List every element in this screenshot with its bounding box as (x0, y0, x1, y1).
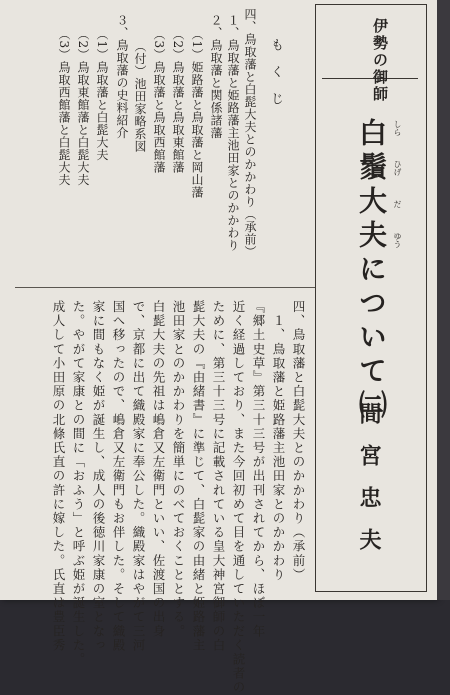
body-line: ために、第三十三号に記載されている皇大神宮御師の白 (211, 300, 226, 653)
body-line: 家に間もなく姫が誕生し、成人の後徳川家康の室となっ (91, 300, 106, 653)
toc-line: （3）鳥取西館藩と白髭大夫 (57, 28, 71, 187)
body-line: 髭大夫の『由緒書』に準じて、白髭家の由緒と姫路藩主 (191, 300, 206, 653)
body-line: 国へ移ったので、嶋倉又左衛門もお伴した。そして織殿 (111, 300, 126, 653)
toc-line: （1）姫路藩と鳥取藩と岡山藩 (190, 28, 204, 199)
title-ruby: しら (393, 120, 402, 136)
toc-line: 四、鳥取藩と白髭大夫とのかかわり（承前） (243, 8, 257, 258)
title-ruby: ひげ (393, 160, 402, 176)
toc-line: （1）鳥取藩と白髭大夫 (95, 28, 109, 162)
toc-line: （3）鳥取藩と鳥取西館藩 (152, 28, 166, 174)
body-line: 近く経過しており、また今回初めて目を通していただく読者の (231, 300, 246, 695)
body-line: １、鳥取藩と姫路藩主池田家とのかかわり (271, 300, 286, 582)
article-title: 白鬚大夫について㈡ (355, 118, 388, 424)
body-line: 白髭大夫の先祖は嶋倉又左衛門といい、佐渡国の出身 (151, 300, 166, 639)
toc-line: （2）鳥取藩と鳥取東館藩 (171, 28, 185, 174)
series-title: 伊勢の御師 (371, 18, 389, 103)
body-line: 池田家とのかかわりを簡単にのべておくこととする。 (171, 300, 186, 639)
toc-line: （付）池田家略系図 (133, 40, 147, 153)
toc-heading: もくじ (268, 38, 283, 119)
toc-line: ３、鳥取藩の史料紹介 (115, 14, 129, 139)
book-spine-edge (437, 0, 450, 600)
toc-line: ２、鳥取藩と関係諸藩 (209, 14, 223, 139)
body-line: 成人して小田原の北條氏直の許に嫁した。氏直は豊臣秀 (51, 300, 66, 653)
title-ruby: ゆう (393, 232, 402, 248)
section-divider (15, 287, 315, 288)
body-line: た。やがて家康との間に「おふう」と呼ぶ姫が誕生した。 (71, 300, 86, 667)
body-line: 『郷土史草』第三十三号が出刊されてから、ほぼ一年 (251, 300, 266, 639)
body-line: 四、鳥取藩と白髭大夫とのかかわり（承前） (291, 300, 306, 582)
author-name: 間宮忠夫 (356, 402, 381, 570)
body-line: で、京都に出て織殿家に奉公した。織殿家はやがて三河 (131, 300, 146, 653)
toc-line: （2）鳥取東館藩と白髭大夫 (76, 28, 90, 187)
title-ruby: だ (393, 200, 402, 208)
toc-line: １、鳥取藩と姫路藩主池田家とのかかわり (226, 14, 240, 252)
